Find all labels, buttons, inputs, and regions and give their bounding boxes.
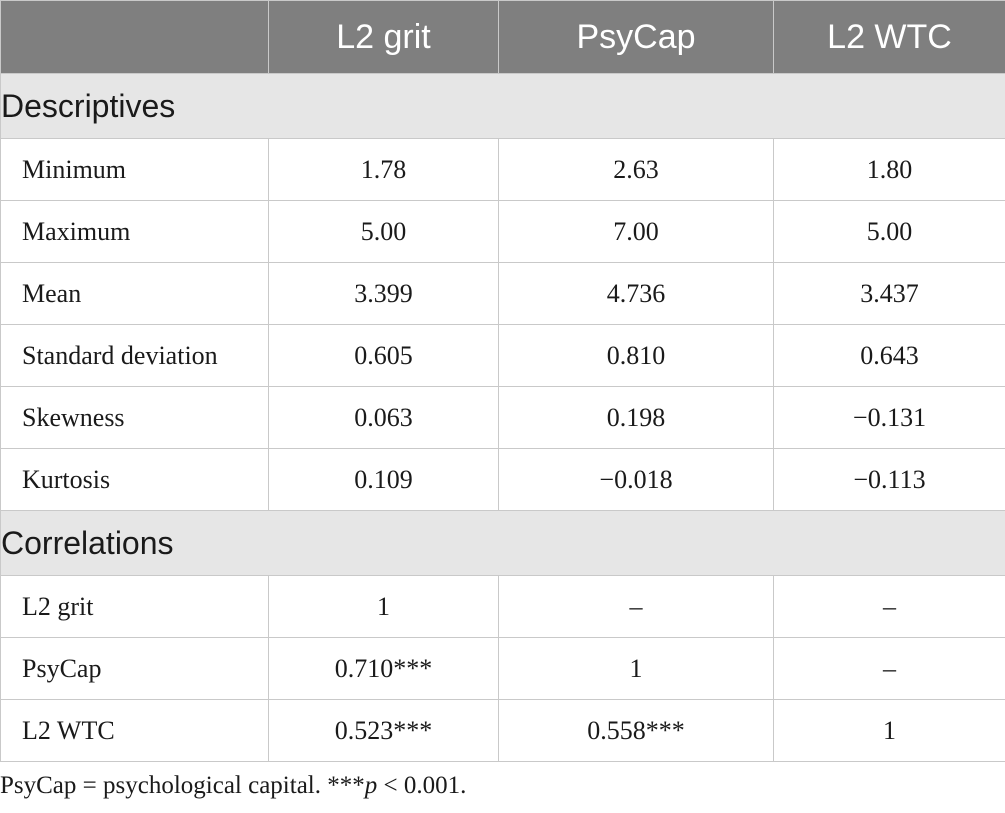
table-cell: 5.00 — [269, 201, 499, 263]
table-cell: 0.710*** — [269, 638, 499, 700]
table-row — [1, 325, 1005, 387]
table-cell: 1 — [774, 700, 1005, 762]
footnote-suffix: < 0.001. — [377, 772, 467, 799]
table-cell: 4.736 — [499, 263, 774, 325]
table-row — [1, 638, 1005, 700]
row-label: Minimum — [1, 139, 269, 201]
row-label: Standard deviation — [1, 325, 269, 387]
header-cell-l2-grit: L2 grit — [269, 1, 499, 74]
table-cell: 1 — [499, 638, 774, 700]
table-cell: −0.018 — [499, 449, 774, 511]
table-footnote — [0, 772, 466, 800]
table-row — [1, 449, 1005, 511]
section-row-correlations — [1, 511, 1005, 576]
table-cell: 0.109 — [269, 449, 499, 511]
table-cell: 0.558*** — [499, 700, 774, 762]
footnote-p-symbol: p — [364, 772, 378, 799]
table-cell: 7.00 — [499, 201, 774, 263]
row-label: L2 grit — [1, 576, 269, 638]
section-title: Descriptives — [1, 74, 1005, 139]
table-cell: – — [774, 638, 1005, 700]
table-cell: – — [774, 576, 1005, 638]
table-cell: 0.643 — [774, 325, 1005, 387]
header-cell-psycap: PsyCap — [499, 1, 774, 74]
table-cell: −0.131 — [774, 387, 1005, 449]
table-cell: 1 — [269, 576, 499, 638]
table-row — [1, 576, 1005, 638]
table-row — [1, 263, 1005, 325]
table-cell: 0.523*** — [269, 700, 499, 762]
row-label: Mean — [1, 263, 269, 325]
footnote-prefix: PsyCap = psychological capital. *** — [0, 772, 365, 799]
table-cell: 2.63 — [499, 139, 774, 201]
table-cell: 3.399 — [269, 263, 499, 325]
header-cell-l2-wtc: L2 WTC — [774, 1, 1005, 74]
table-cell: – — [499, 576, 774, 638]
table-cell: −0.113 — [774, 449, 1005, 511]
section-title: Correlations — [1, 511, 1005, 576]
table-cell: 1.80 — [774, 139, 1005, 201]
table-cell: 0.063 — [269, 387, 499, 449]
table-cell: 0.605 — [269, 325, 499, 387]
header-cell-empty — [1, 1, 269, 74]
table-row — [1, 201, 1005, 263]
row-label: Kurtosis — [1, 449, 269, 511]
row-label: Maximum — [1, 201, 269, 263]
table-row — [1, 387, 1005, 449]
table-row — [1, 139, 1005, 201]
table-cell: 0.198 — [499, 387, 774, 449]
section-row-descriptives — [1, 74, 1005, 139]
table-cell: 5.00 — [774, 201, 1005, 263]
table-cell: 1.78 — [269, 139, 499, 201]
row-label: PsyCap — [1, 638, 269, 700]
table-cell: 3.437 — [774, 263, 1005, 325]
row-label: L2 WTC — [1, 700, 269, 762]
table-cell: 0.810 — [499, 325, 774, 387]
row-label: Skewness — [1, 387, 269, 449]
table-row — [1, 700, 1005, 762]
header-row — [1, 1, 1005, 74]
